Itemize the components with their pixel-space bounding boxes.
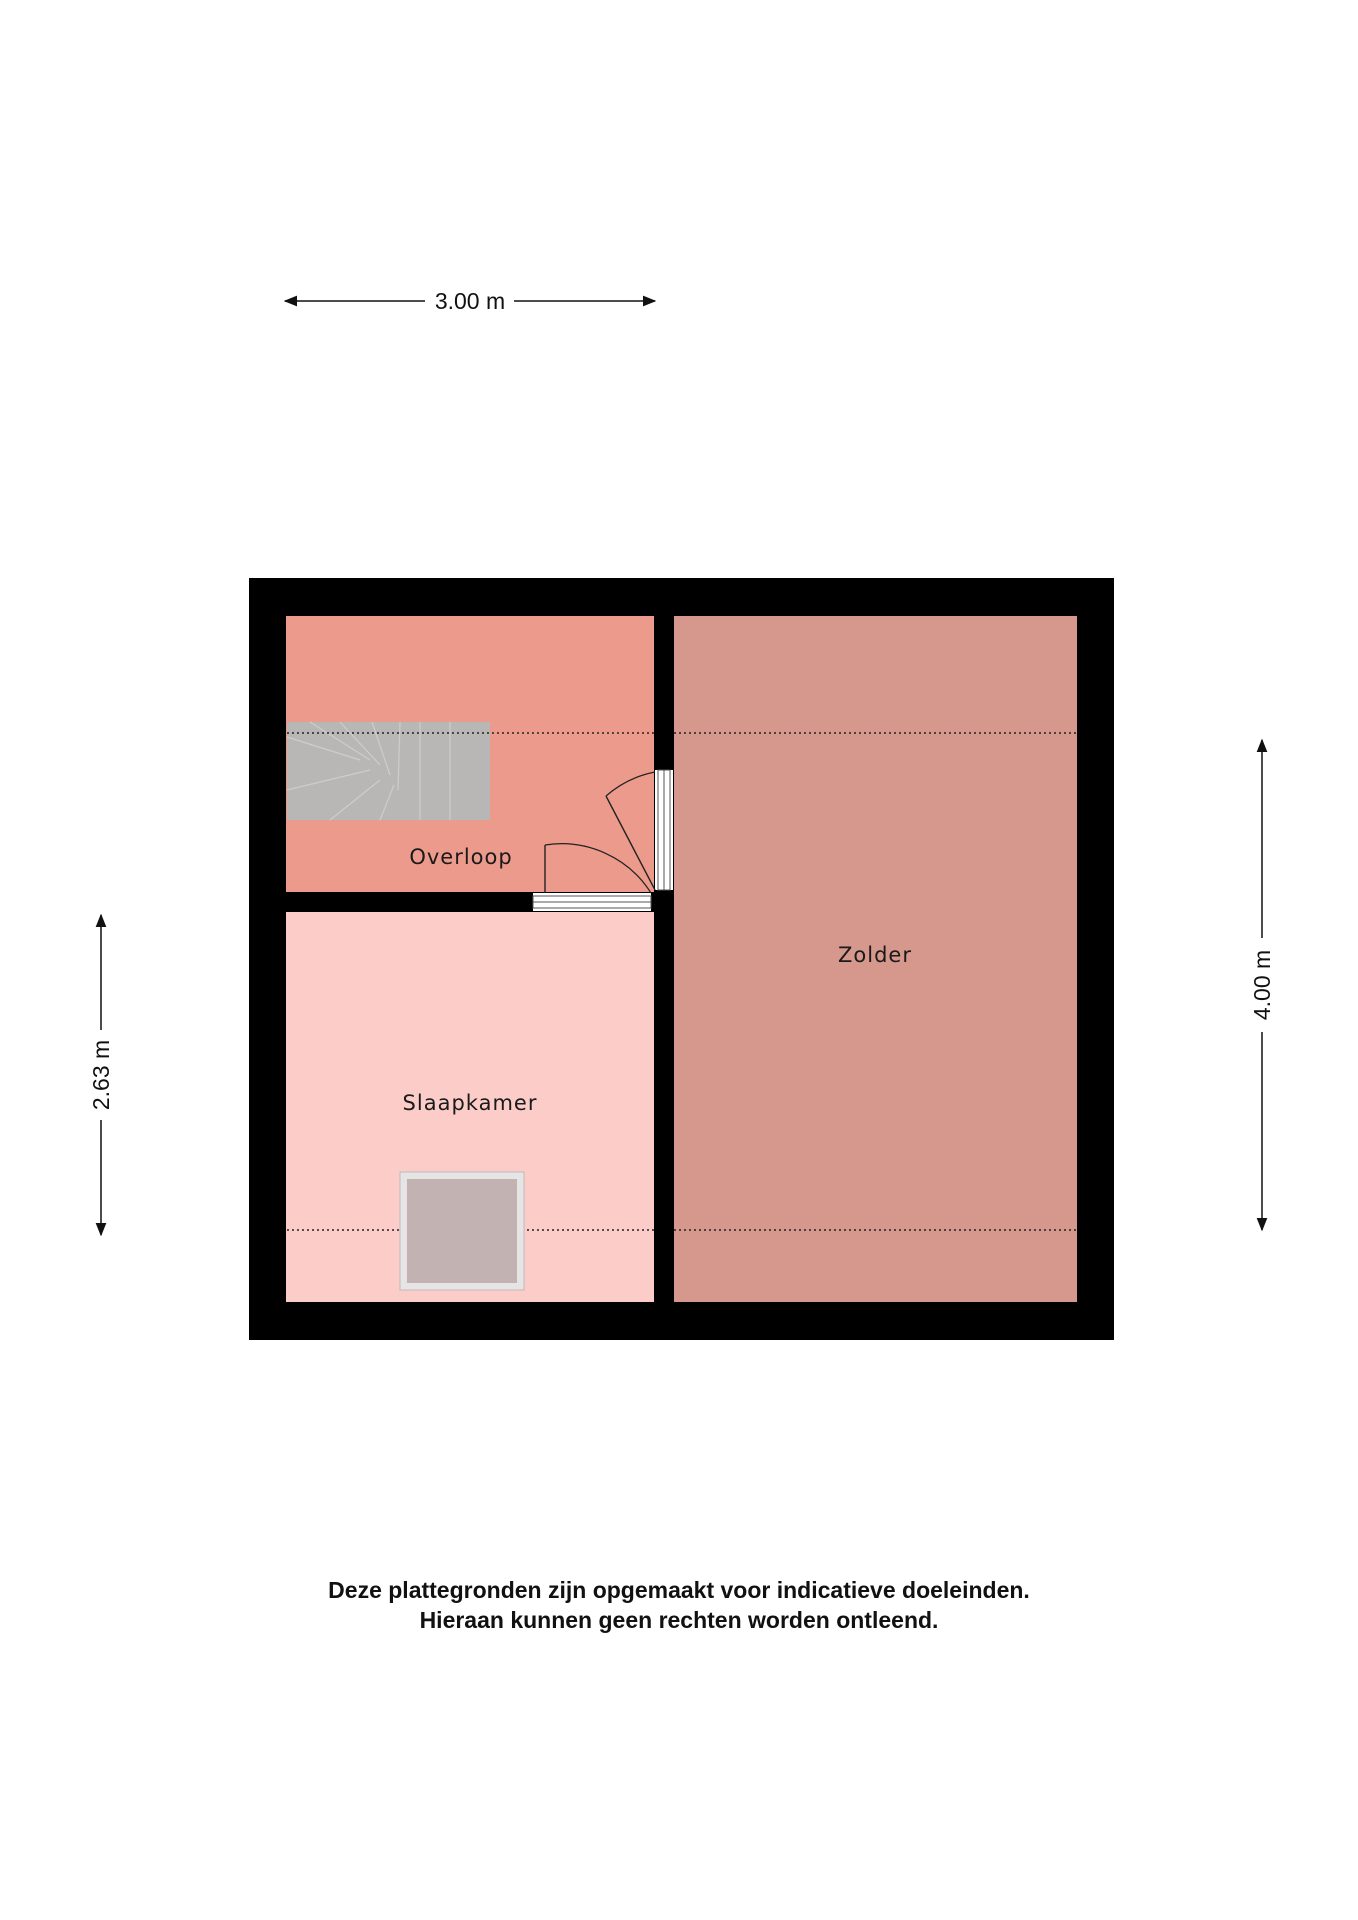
dimension-left: [88, 915, 114, 1235]
disclaimer-line-2: Hieraan kunnen geen rechten worden ontleend.: [419, 1607, 939, 1633]
dimension-left-label: 2.63 m: [88, 1039, 114, 1111]
attic-hatch: [400, 1172, 524, 1290]
dimension-right-label: 4.00 m: [1249, 949, 1275, 1021]
room-label-slaapkamer: Slaapkamer: [402, 1091, 538, 1115]
dimension-top-label: 3.00 m: [434, 288, 506, 314]
room-label-overloop: Overloop: [409, 845, 513, 869]
disclaimer-line-1: Deze plattegronden zijn opgemaakt voor indicatieve doeleinden.: [328, 1577, 1030, 1603]
room-label-zolder: Zolder: [838, 943, 912, 967]
dimension-right: [1249, 740, 1275, 1230]
dimension-top: [285, 288, 655, 314]
stairs: [287, 722, 490, 820]
